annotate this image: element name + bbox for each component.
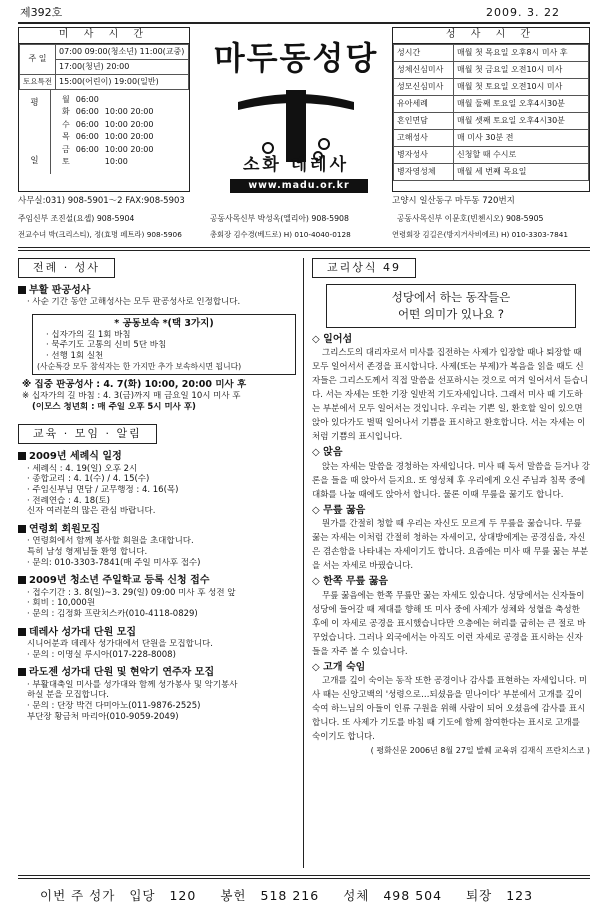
education-line: · 문의: 010-3303-7841(매 주일 미사후 접수) bbox=[27, 557, 201, 568]
education-item-title-text: 연령회 회원모집 bbox=[29, 523, 101, 535]
footer-rule bbox=[18, 875, 590, 876]
column-divider bbox=[303, 258, 304, 868]
hymn-numbers bbox=[40, 888, 580, 904]
doctrine-part-title: ◇ 한쪽 무릎 꿇음 bbox=[312, 576, 389, 588]
right-column bbox=[312, 258, 590, 756]
sacrament-value: 매월 둘째 토요일 오후4시30분 bbox=[454, 95, 589, 112]
penance-item: · 묵주기도 고통의 신비 5단 바침 bbox=[46, 340, 167, 351]
weekday-label-bottom: 일 bbox=[30, 156, 39, 167]
education-line: · 연령회에서 함께 봉사할 회원을 초대합니다. bbox=[27, 536, 194, 547]
sacrament-value: 매 미사 30분 전 bbox=[454, 129, 589, 146]
sacrament-value: 신청할 때 수시로 bbox=[454, 146, 589, 163]
sacrament-key: 성시간 bbox=[394, 44, 454, 61]
education-item-title-text: 2009년 청소년 주일학교 등록 신청 접수 bbox=[29, 575, 210, 587]
sacrament-times-label: 성 사 시 간 bbox=[393, 28, 589, 44]
weekday-time-1: 06:00 bbox=[75, 119, 99, 129]
education-item-title bbox=[18, 451, 298, 464]
saturday-line: 15:00(어린이) 19:00(일반) bbox=[55, 74, 188, 89]
hymn-entrance-key: 입당 bbox=[129, 888, 156, 903]
doctrine-question-1: 성당에서 하는 동작들은 bbox=[391, 289, 511, 304]
penance-item: (사순특강 모두 참석자는 한 가지만 추가 보속하시면 됩니다) bbox=[37, 361, 242, 371]
mass-times-box bbox=[18, 27, 190, 192]
contact-row-2-b: 총회장 김수경(베드로) H) 010-4040-0128 bbox=[210, 230, 351, 239]
penance-item: · 십자가의 길 1회 바침 bbox=[46, 329, 131, 340]
sacrament-row bbox=[394, 146, 589, 163]
penance-box bbox=[32, 314, 296, 375]
education-line: 시니어분과 데레사 성가대에서 단원을 모집합니다. bbox=[27, 639, 213, 650]
church-emblem bbox=[198, 80, 394, 165]
liturgy-item-desc: · 사순 기간 동안 고해성사는 모두 판공성사로 인정합니다. bbox=[27, 297, 241, 308]
weekday-time-1: 06:00 bbox=[75, 94, 99, 104]
weekday-row bbox=[59, 131, 156, 144]
weekday-row bbox=[59, 144, 156, 157]
square-bullet-icon bbox=[18, 452, 26, 460]
doctrine-part-title: ◇ 고개 숙임 bbox=[312, 661, 366, 673]
square-bullet-icon bbox=[18, 628, 26, 636]
weekday-day: 토 bbox=[62, 157, 70, 167]
education-item-title bbox=[18, 627, 298, 640]
sacrament-row bbox=[394, 44, 589, 61]
liturgy-item-title-text: 부활 판공성사 bbox=[29, 284, 91, 296]
liturgy-note-3: (이모스 청년회 : 매 주일 오후 5시 미사 후) bbox=[32, 401, 196, 412]
parish-title: 마두동성당 bbox=[213, 39, 379, 77]
issue-date: 2009. 3. 22 bbox=[486, 6, 560, 19]
weekday-time-1: 06:00 bbox=[75, 132, 99, 142]
hymn-communion-value: 498 504 bbox=[383, 888, 443, 903]
liturgy-section-title: 전례 · 성사 bbox=[18, 258, 115, 278]
education-line: 신자 여러분의 많은 관심 바랍니다. bbox=[27, 506, 156, 517]
liturgy-item-title bbox=[18, 285, 298, 298]
doctrine-part-text: 그리스도의 대리자로서 미사를 집전하는 사제가 입장할 때나 퇴장할 때 모두 일어서서 존경을 표시합니다. 사제(또는 부제)가 복음을 읽을 때도 신자들은 그리스도께서 직접 말씀을 선포하시는 것으로 여겨 일어서서 듣습니다. 서는 자세는 또한 기장 일반적 기도자세입니다. 그래서 미사 때 기도하는 부분에서 모두 일어서는 것입니다. 우리는 기쁜 일, 환호할 일이 있으면 앉아 있다가도 벌떡 일어나서 기쁨을 표시하고 환호합니다. 서는 자세는 이처럼 기쁨의 표시입니다. bbox=[312, 348, 589, 443]
education-line: · 전례연습 : 4. 18(토) bbox=[27, 495, 110, 506]
penance-box-title: * 공동보속 *(택 3가지) bbox=[114, 317, 214, 329]
sacrament-key: 성체신심미사 bbox=[394, 61, 454, 78]
doctrine-question-box bbox=[326, 284, 576, 328]
education-item-title-text: 데레사 성가대 단원 모집 bbox=[29, 626, 137, 638]
hymn-offertory-key: 봉헌 bbox=[220, 888, 247, 903]
education-item-title bbox=[18, 667, 298, 680]
weekday-time-2: 10:00 20:00 bbox=[104, 144, 154, 154]
sacrament-key: 성모신심미사 bbox=[394, 78, 454, 95]
education-line: · 종합교리 : 4. 1(수) / 4. 15(수) bbox=[27, 474, 150, 485]
hymn-recessional-value: 123 bbox=[506, 888, 534, 903]
contact-row-2-a: 전교수녀 박(크리스티), 정(효명 페트라) 908-5906 bbox=[18, 230, 182, 239]
education-item-title-text: 2009년 세례식 일정 bbox=[29, 451, 122, 463]
square-bullet-icon bbox=[18, 576, 26, 584]
doctrine-part-text: 뭔가를 간절히 청할 때 우리는 자신도 모르게 두 무릎을 꿇습니다. 무릎 꿇는 자세는 이처럼 간절히 청하는 자세이고, 상대방에게는 공경심을, 자신은 겸손함을 나타내는 자세이기도 합니다. 요즘에는 미사 때 무릎 꿇는 부분을 서는 자세로 바꿨습니다. bbox=[312, 519, 589, 572]
square-bullet-icon bbox=[18, 525, 26, 533]
contact-row-1-a: 주임신부 조진설(요셉) 908-5904 bbox=[18, 214, 135, 223]
square-bullet-icon bbox=[18, 286, 26, 294]
sacrament-row bbox=[394, 129, 589, 146]
weekday-time-1: 06:00 bbox=[75, 107, 99, 117]
liturgy-note-2: ※ 십자가의 길 바침 : 4. 3(금)까지 매 금요일 10시 미사 후 bbox=[22, 391, 241, 402]
website-link[interactable]: www.madu.or.kr bbox=[230, 179, 368, 193]
doctrine-part-text: 고개를 깊이 숙이는 동작 또한 공경이나 감사를 표현하는 자세입니다. 미사 때는 신앙고백의 '성령으로…되셨음을 믿나이다' 부분에서 고개를 깊이 숙여 하느님의 아들이 인류 구원을 위해 사람이 되어 오셨음에 감사를 표시합니다. 또 사제가 기도를 바침 때 기도에 함께 참여한다는 표시로 고개를 숙이기도 합니다. bbox=[312, 676, 588, 743]
parish-address: 고양시 일산동구 마두동 720번지 bbox=[392, 196, 515, 206]
contact-row-2-c: 연령회장 김길은(방지거사비에르) H) 010-3303-7841 bbox=[392, 230, 569, 239]
sacrament-key: 병자성사 bbox=[394, 146, 454, 163]
weekday-day: 수 bbox=[62, 119, 70, 129]
contact-row-1-b: 공동사목신부 박성옥(엘리아) 908-5908 bbox=[210, 214, 349, 223]
contact-row-1-c: 공동사목신부 이문호(빈첸시오) 908-5905 bbox=[397, 214, 544, 223]
education-line: 특히 남성 형제님들 환영 합니다. bbox=[27, 546, 148, 557]
weekday-row bbox=[59, 94, 156, 107]
liturgy-note-1: ※ 집중 판공성사 : 4. 7(화) 10:00, 20:00 미사 후 bbox=[22, 379, 247, 391]
doctrine-part-text: 무릎 꿇음에는 한쪽 무릎만 꿇는 자세도 있습니다. 성당에서는 신자들이 성당에 들어갈 때 제대를 향해 또 미사 중에 사제가 성체와 성혈을 축성한 후에 이 자세로 공경을 표시했습니다만 으층에는 허리를 굽히는 큰 절로 바꾸었습니다. 그러나 외국에서는 아직도 이런 자세로 공경을 표시하는 신자들을 자주 볼 수 있습니다. bbox=[312, 590, 586, 657]
top-rule bbox=[18, 22, 590, 24]
square-bullet-icon bbox=[18, 668, 26, 676]
sunday-label: 주 일 bbox=[20, 44, 56, 74]
sacrament-row bbox=[394, 78, 589, 95]
weekday-label-top: 평 bbox=[30, 97, 39, 108]
education-line: · 문의 : 김정화 프란치스카(010-4118-0829) bbox=[27, 608, 198, 619]
hymn-recessional-key: 퇴장 bbox=[466, 888, 493, 903]
education-line: · 문의 : 단장 박건 다미아노(011-9876-2525) bbox=[27, 701, 201, 712]
sacrament-value: 매월 세 번째 목요일 bbox=[454, 163, 589, 180]
left-column bbox=[18, 258, 298, 722]
sacrament-value: 매월 첫 금요일 오전10시 미사 bbox=[454, 61, 589, 78]
parish-subtitle: 소화 데레사 bbox=[242, 155, 350, 175]
education-line: 하실 분을 모집합니다. bbox=[27, 690, 110, 701]
sunday-line-2: 17:00(청년) 20:00 bbox=[55, 59, 188, 74]
sacrament-table bbox=[393, 44, 589, 181]
weekday-time-1 bbox=[73, 156, 102, 169]
issue-number: 제392호 bbox=[20, 6, 63, 19]
weekday-day: 화 bbox=[62, 107, 70, 117]
sacrament-row bbox=[394, 163, 589, 180]
sacrament-key: 혼인면담 bbox=[394, 112, 454, 129]
education-line: · 문의 : 이명실 루시아(017-228-8008) bbox=[27, 649, 176, 660]
weekday-table bbox=[59, 94, 156, 169]
weekday-day: 목 bbox=[62, 132, 70, 142]
weekday-row bbox=[59, 106, 156, 119]
doctrine-source: ( 평화신문 2006년 8월 27일 발췌 교육위 김재식 프란치스코 ) bbox=[370, 746, 590, 756]
mass-times-table bbox=[19, 44, 189, 90]
doctrine-part-title: ◇ 무릎 꿇음 bbox=[312, 504, 366, 516]
weekday-time-2: 10:00 20:00 bbox=[104, 107, 154, 117]
mass-times-label: 미 사 시 간 bbox=[19, 28, 189, 44]
sacrament-value: 매월 첫 토요일 오전10시 미사 bbox=[454, 78, 589, 95]
doctrine-question-2: 어떤 의미가 있나요 ? bbox=[398, 306, 504, 321]
education-section-title: 교육 · 모임 · 알림 bbox=[18, 424, 157, 444]
hymn-communion-key: 성체 bbox=[343, 888, 370, 903]
saturday-label: 토요특전 bbox=[20, 74, 56, 89]
sunday-line-1: 07:00 09:00(청소년) 11:00(교중) bbox=[55, 44, 188, 59]
weekday-row bbox=[59, 156, 156, 169]
doctrine-part-title: ◇ 일어섬 bbox=[312, 333, 353, 345]
doctrine-part-title: ◇ 앉음 bbox=[312, 447, 343, 459]
cross-icon bbox=[198, 80, 394, 165]
sacrament-row bbox=[394, 95, 589, 112]
sacrament-key: 유아세례 bbox=[394, 95, 454, 112]
sacrament-times-box bbox=[392, 27, 590, 192]
sacrament-value: 매월 첫 목요일 오후8시 미사 후 bbox=[454, 44, 589, 61]
education-item-title bbox=[18, 575, 298, 588]
weekday-day: 금 bbox=[62, 144, 70, 154]
hymn-entrance-value: 120 bbox=[169, 888, 197, 903]
sacrament-key: 병자영성체 bbox=[394, 163, 454, 180]
sacrament-key: 고해성사 bbox=[394, 129, 454, 146]
education-line: · 주임신부님 면담 / 교무행정 : 4. 16(목) bbox=[27, 484, 179, 495]
header-rule bbox=[18, 247, 590, 248]
office-contact: 사무실:031) 908-5901～2 FAX:908-5903 bbox=[18, 196, 185, 206]
education-line: · 접수기간 : 3. 8(일)~3. 29(일) 09:00 미사 후 성전 앞 bbox=[27, 587, 236, 598]
doctrine-part-text: 앉는 자세는 말씀을 경청하는 자세입니다. 미사 때 독서 말씀을 듣거나 강론을 들을 때 앉아서 듣지요. 또 영성체 후 우리에게 오신 주님과 침묵 중에 대화를 나눌 때에도 앉아서 합니다. 물론 이때 무릎을 꿇기도 합니다. bbox=[312, 461, 590, 500]
weekday-time-2: 10:00 20:00 bbox=[104, 132, 154, 142]
weekday-time-2: 10:00 20:00 bbox=[104, 119, 154, 129]
weekday-row bbox=[59, 119, 156, 132]
education-line: · 회비 : 10,000원 bbox=[27, 598, 96, 609]
hymn-label: 이번 주 성가 bbox=[40, 888, 116, 903]
sacrament-value: 매월 셋째 토요일 오후4시30분 bbox=[454, 112, 589, 129]
footer-rule-2 bbox=[18, 878, 590, 879]
sacrament-row bbox=[394, 112, 589, 129]
doctrine-section-title: 교리상식 49 bbox=[312, 258, 416, 278]
weekday-time-2: 10:00 bbox=[104, 157, 128, 167]
education-item-title bbox=[18, 524, 298, 537]
weekday-day: 월 bbox=[62, 94, 70, 104]
weekday-label-cell bbox=[19, 90, 51, 174]
education-item-title-text: 라도젠 성가대 단원 및 현악기 연주자 모집 bbox=[29, 667, 215, 679]
education-line: · 세례식 : 4. 19(일) 오후 2시 bbox=[27, 463, 138, 474]
education-line: · 부활대축일 미사를 성가대와 함께 성가봉사 및 악기봉사 bbox=[27, 679, 238, 690]
hymn-offertory-value: 518 216 bbox=[260, 888, 320, 903]
education-line: 부단장 황금처 마리아(010-9059-2049) bbox=[27, 711, 179, 722]
penance-item: · 선행 1회 실천 bbox=[46, 351, 104, 361]
weekday-time-1: 06:00 bbox=[75, 144, 99, 154]
weekday-time-2 bbox=[102, 94, 157, 107]
header-rule-2 bbox=[18, 250, 590, 251]
sacrament-row bbox=[394, 61, 589, 78]
